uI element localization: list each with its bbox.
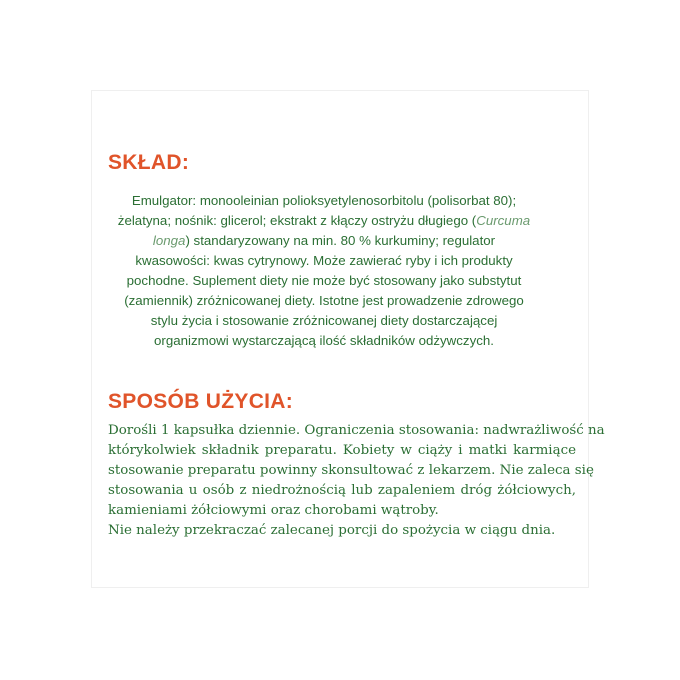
latin-name: Curcuma — [476, 213, 531, 228]
usage-line: którykolwiek składnik preparatu. Kobiety w ciąży i matki karmiące — [108, 443, 576, 458]
ingredients-line-part: ) standaryzowany na min. 80 % kurkuminy; regulator — [185, 233, 496, 248]
usage-line: Nie należy przekraczać zalecanej porcji do spożycia w ciągu dnia. — [108, 523, 556, 538]
usage-line: stosowanie preparatu powinny skonsultować z lekarzem. Nie zaleca się — [108, 463, 594, 478]
usage-heading: SPOSÓB UŻYCIA: — [108, 390, 294, 413]
ingredients-line: kwasowości: kwas cytrynowy. Może zawierać ryby i ich produkty — [135, 253, 513, 268]
ingredients-line: Emulgator: monooleinian polioksyetylenosorbitolu (polisorbat 80); — [131, 193, 517, 208]
ingredients-line — [108, 231, 540, 251]
usage-line: Dorośli 1 kapsułka dziennie. Ograniczenia stosowania: nadwrażliwość na — [108, 423, 605, 438]
usage-line: kamieniami żółciowymi oraz chorobami wątroby. — [108, 503, 439, 518]
ingredients-line: organizmowi wystarczającą ilość składników odżywczych. — [154, 333, 494, 348]
usage-line: stosowania u osób z niedrożnością lub zapaleniem dróg żółciowych, — [108, 483, 576, 498]
usage-text — [108, 421, 605, 541]
ingredients-line: pochodne. Suplement diety nie może być stosowany jako substytut — [126, 273, 522, 288]
ingredients-heading: SKŁAD: — [108, 151, 190, 174]
ingredients-line: (zamiennik) zróżnicowanej diety. Istotne jest prowadzenie zdrowego — [124, 293, 524, 308]
ingredients-text — [108, 191, 540, 351]
ingredients-line: stylu życia i stosowanie zróżnicowanej diety dostarczającej — [150, 313, 498, 328]
ingredients-line — [108, 211, 540, 231]
latin-name: longa — [152, 233, 186, 248]
ingredients-line-part: żelatyna; nośnik: glicerol; ekstrakt z kłączy ostryżu długiego ( — [117, 213, 477, 228]
